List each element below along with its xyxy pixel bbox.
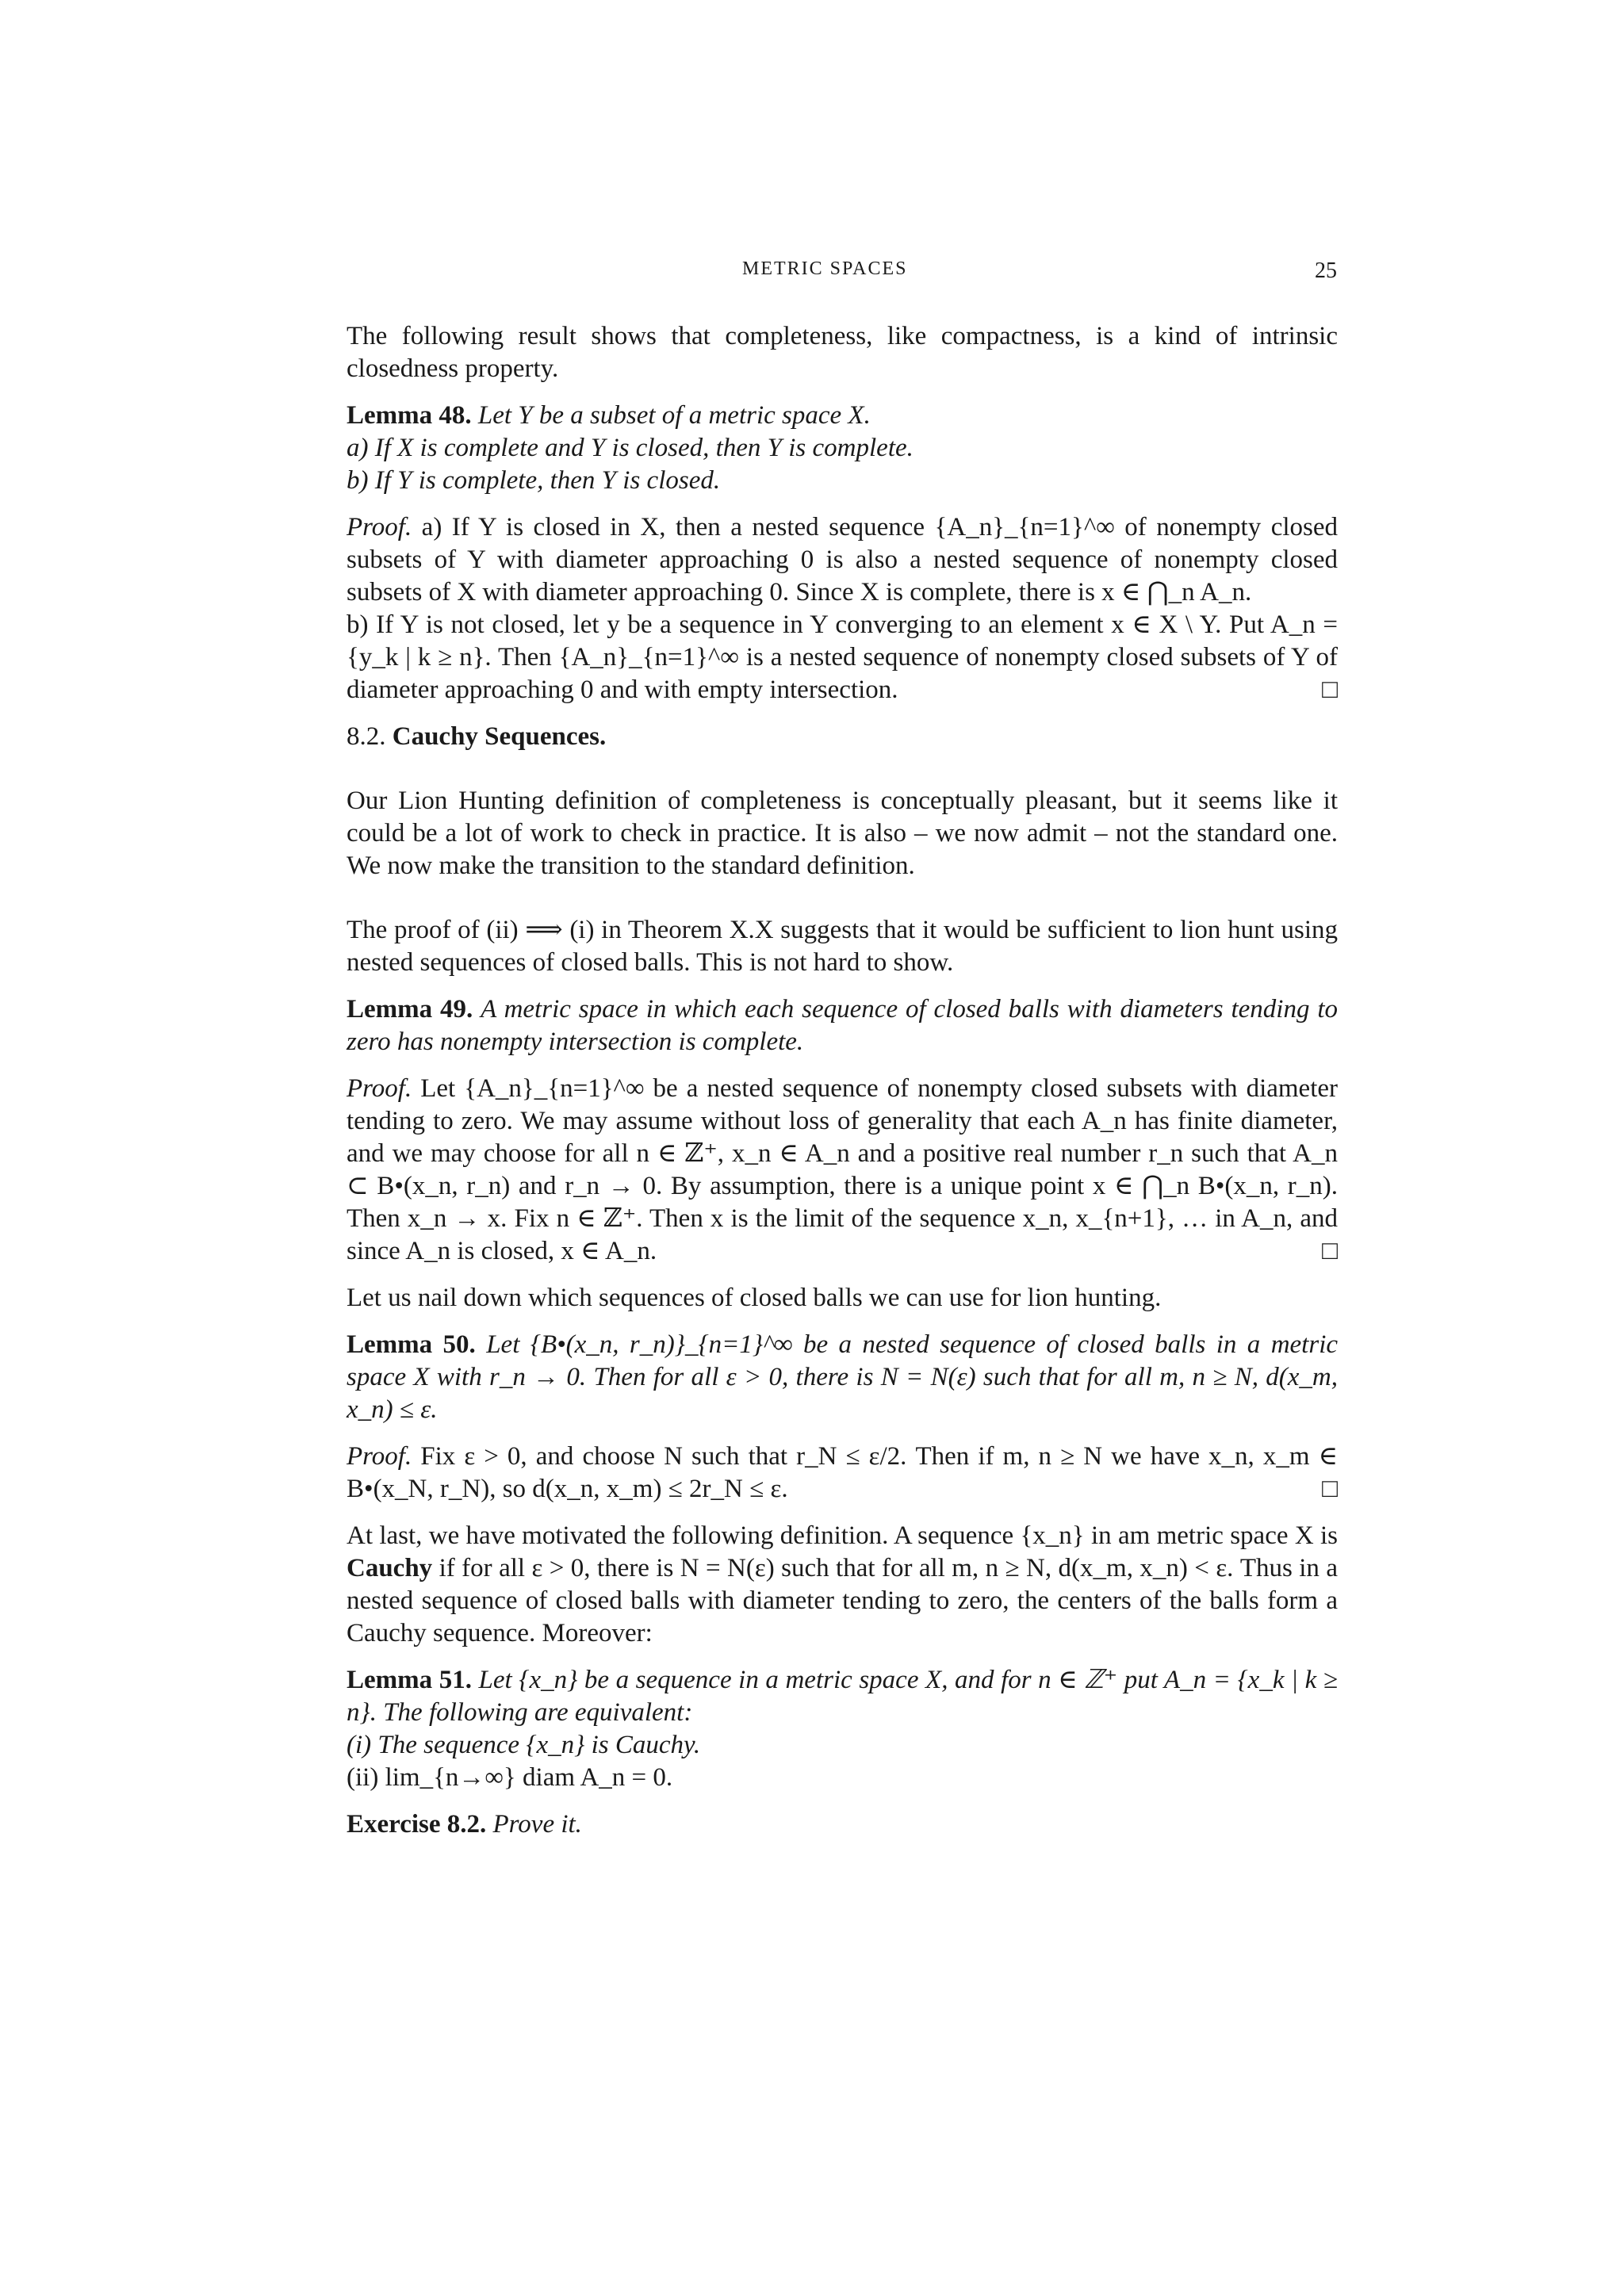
lion-hunting-paragraph: Our Lion Hunting definition of completeness is conceptually pleasant, but it seems like it could be a lot of work to check in practice. It is also – we now admit – not the standard one. We now make the transition to the standard definition. — [347, 786, 1338, 880]
proof-48-label: Proof. — [347, 513, 412, 541]
proof-50-label: Proof. — [347, 1442, 412, 1471]
section-title: Cauchy Sequences. — [392, 722, 607, 751]
proof-48 — [347, 511, 1338, 706]
qed-symbol: □ — [1322, 1475, 1338, 1503]
nail-down-paragraph: Let us nail down which sequences of closed balls we can use for lion hunting. — [347, 1284, 1162, 1312]
page-number: 25 — [1315, 258, 1337, 283]
exercise-label: Exercise 8.2. — [347, 1810, 487, 1839]
lemma-48 — [347, 400, 1338, 497]
proof-ii-paragraph: The proof of (ii) ⟹ (i) in Theorem X.X suggests that it would be sufficient to lion hunt using nested sequences of closed balls. This is not hard to show. — [347, 916, 1338, 977]
lemma-48-part-b: b) If Y is complete, then Y is closed. — [347, 466, 721, 495]
running-title: METRIC SPACES — [742, 258, 908, 279]
proof-49-text: Let {A_n}_{n=1}^∞ be a nested sequence of nonempty closed subsets with diameter tending to zero. We may assume without loss of generality that each A_n has finite diameter, and we may choose for all n ∈ ℤ⁺, x_n ∈ A_n and a positive real number r_n such that A_n ⊂ B•(x_n, r_n) and r_n → 0. By assumption, there is a unique point x ∈ ⋂_n B•(x_n, r_n). Then x_n → x. Fix n ∈ ℤ⁺. Then x is the limit of the sequence x_n, x_{n+1}, … in A_n, and since A_n is closed, x ∈ A_n. — [347, 1074, 1338, 1265]
proof-48-part-b: b) If Y is not closed, let y be a sequence in Y converging to an element x ∈ X \ Y. Put A_n = {y_k | k ≥ n}. Then {A_n}_{n=1}^∞ is a nested sequence of nonempty closed subsets of Y of diameter approaching 0 and with empty intersection. — [347, 610, 1338, 704]
proof-49-label: Proof. — [347, 1074, 412, 1103]
lemma-49-label: Lemma 49. — [347, 995, 473, 1024]
proof-49 — [347, 1073, 1338, 1268]
section-number: 8.2. — [347, 722, 386, 751]
cauchy-definition-part-1: At last, we have motivated the following definition. A sequence {x_n} in am metric space X is — [347, 1521, 1338, 1550]
lemma-49-statement: A metric space in which each sequence of closed balls with diameters tending to zero has nonempty intersection is complete. — [347, 995, 1338, 1056]
lemma-50-label: Lemma 50. — [347, 1330, 476, 1359]
lemma-51-statement: Let {x_n} be a sequence in a metric space X, and for n ∈ ℤ⁺ put A_n = {x_k | k ≥ n}. The following are equivalent: — [347, 1666, 1339, 1727]
lemma-51-item-ii: (ii) lim_{n→∞} diam A_n = 0. — [347, 1763, 673, 1792]
lemma-49 — [347, 993, 1338, 1058]
lemma-48-label: Lemma 48. — [347, 401, 472, 430]
cauchy-definition-part-2: if for all ε > 0, there is N = N(ε) such that for all m, n ≥ N, d(x_m, x_n) < ε. Thus in a nested sequence of closed balls with diameter tending to zero, the centers of the balls form a Cauchy sequence. Moreover: — [347, 1554, 1338, 1647]
intro-paragraph: The following result shows that completeness, like compactness, is a kind of intrinsic closedness property. — [347, 322, 1338, 383]
lemma-50 — [347, 1329, 1338, 1426]
exercise-8-2 — [347, 1808, 1338, 1841]
proof-50 — [347, 1441, 1338, 1506]
qed-symbol: □ — [1322, 1237, 1338, 1265]
cauchy-term: Cauchy — [347, 1554, 433, 1582]
lemma-48-statement: Let Y be a subset of a metric space X. — [477, 401, 871, 430]
lemma-48-part-a: a) If X is complete and Y is closed, then Y is complete. — [347, 434, 914, 462]
proof-50-text: Fix ε > 0, and choose N such that r_N ≤ ε/2. Then if m, n ≥ N we have x_n, x_m ∈ B•(x_N, r_N), so d(x_n, x_m) ≤ 2r_N ≤ ε. — [347, 1442, 1338, 1503]
qed-symbol: □ — [1322, 675, 1338, 704]
main-text — [347, 320, 1338, 1841]
cauchy-definition-paragraph — [347, 1520, 1338, 1650]
lemma-51 — [347, 1664, 1338, 1794]
lemma-50-statement: Let {B•(x_n, r_n)}_{n=1}^∞ be a nested sequence of closed balls in a metric space X with r_n → 0. Then for all ε > 0, there is N = N(ε) such that for all m, n ≥ N, d(x_m, x_n) ≤ ε. — [347, 1330, 1339, 1424]
section-heading — [347, 721, 1338, 753]
proof-48-part-a: a) If Y is closed in X, then a nested sequence {A_n}_{n=1}^∞ of nonempty closed subsets of Y with diameter approaching 0 is also a nested sequence of nonempty closed subsets of X with diameter approaching 0. Since X is complete, there is x ∈ ⋂_n A_n. — [347, 513, 1338, 607]
lemma-51-item-i: (i) The sequence {x_n} is Cauchy. — [347, 1731, 701, 1759]
lemma-51-label: Lemma 51. — [347, 1666, 472, 1694]
exercise-text: Prove it. — [492, 1810, 582, 1839]
